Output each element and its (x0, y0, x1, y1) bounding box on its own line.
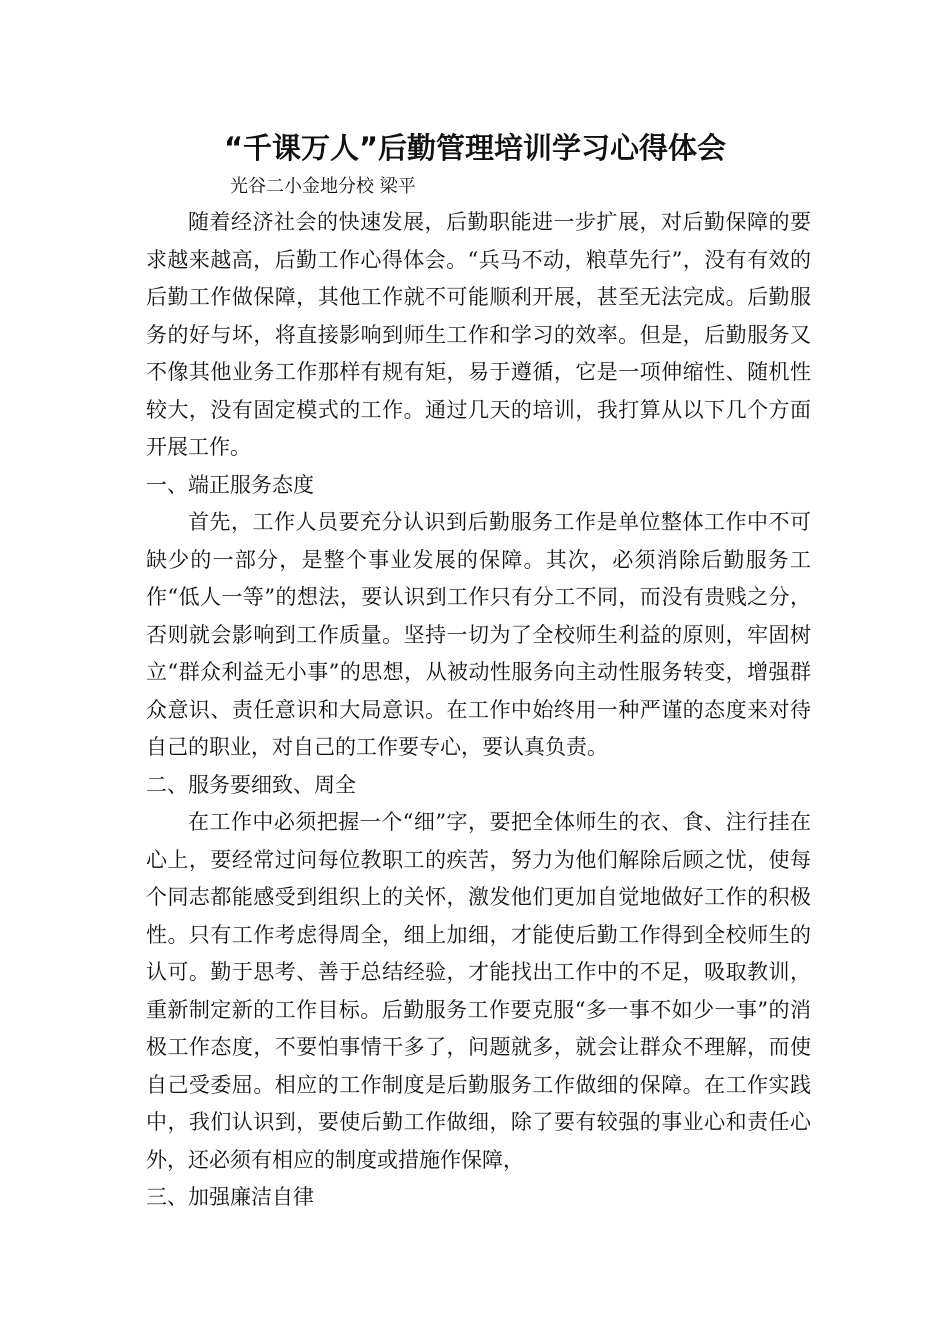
document-body (146, 204, 811, 1217)
section-heading-3: 三、加强廉洁自律 (146, 1185, 314, 1209)
intro-paragraph: 随着经济社会的快速发展，后勤职能进一步扩展，对后勤保障的要求越来越高，后勤工作心得体会。“兵马不动，粮草先行”，没有有效的后勤工作做保障，其他工作就不可能顺利开展，甚至无法完成。后勤服务的好与坏，将直接影响到师生工作和学习的效率。但是，后勤服务又不像其他业务工作那样有规有矩，易于遵循，它是一项伸缩性、随机性较大，没有固定模式的工作。通过几天的培训，我打算从以下几个方面开展工作。 (146, 210, 811, 459)
author-byline: 光谷二小金地分校 梁平 (230, 176, 416, 197)
section-1-paragraph: 首先，工作人员要充分认识到后勤服务工作是单位整体工作中不可缺少的一部分，是整个事业发展的保障。其次，必须消除后勤服务工作“低人一等”的想法，要认识到工作只有分工不同，而没有贵贱之分，否则就会影响到工作质量。坚持一切为了全校师生利益的原则，牢固树立“群众利益无小事”的思想，从被动性服务向主动性服务转变，增强群众意识、责任意识和大局意识。在工作中始终用一种严谨的态度来对待自己的职业，对自己的工作要专心，要认真负责。 (146, 510, 811, 759)
document-title: “千课万人”后勤管理培训学习心得体会 (223, 131, 727, 165)
section-heading-1: 一、端正服务态度 (146, 472, 314, 497)
section-2-paragraph: 在工作中必须把握一个“细”字，要把全体师生的衣、食、注行挂在心上，要经常过问每位教职工的疾苦，努力为他们解除后顾之忧，使每个同志都能感受到组织上的关怀，激发他们更加自觉地做好工作的积极性。只有工作考虑得周全，细上加细，才能使后勤工作得到全校师生的认可。勤于思考、善于总结经验，才能找出工作中的不足，吸取教训，重新制定新的工作目标。后勤服务工作要克服“多一事不如少一事”的消极工作态度，不要怕事情干多了，问题就多，就会让群众不理解，而使自己受委屈。相应的工作制度是后勤服务工作做细的保障。在工作实践中，我们认识到，要使后勤工作做细，除了要有较强的事业心和责任心外，还必须有相应的制度或措施作保障， (146, 810, 811, 1172)
section-heading-2: 二、服务要细致、周全 (146, 772, 356, 797)
